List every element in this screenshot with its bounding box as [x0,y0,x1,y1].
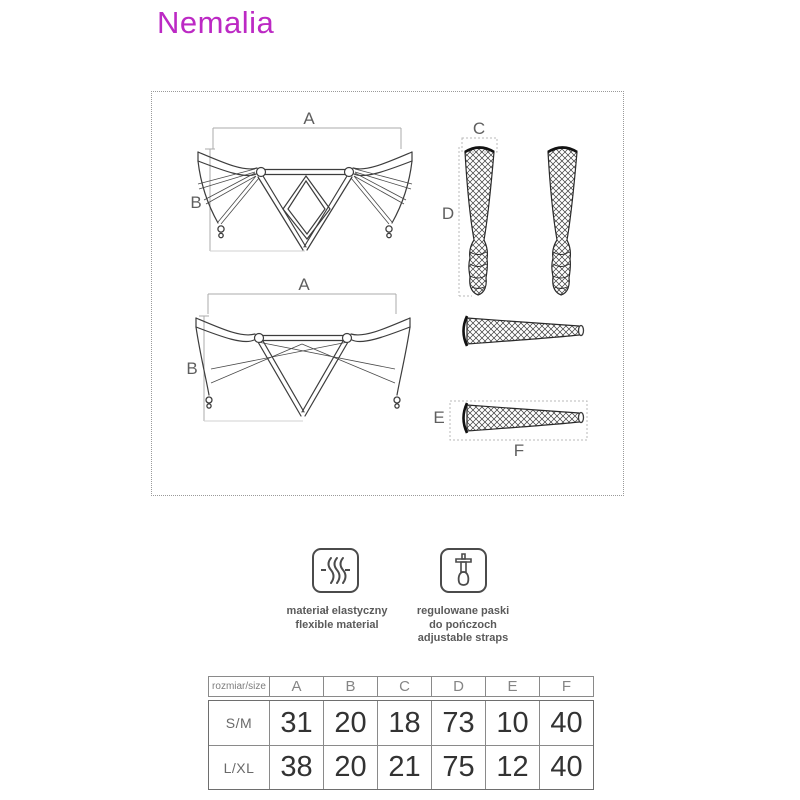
value-lxl-a: 38 [269,745,323,789]
adjustable-straps-caption [383,605,543,646]
header-cell-d: D [431,677,485,696]
value-sm-a: 31 [269,701,323,745]
size-diagram-art [152,92,623,495]
size-table-body [208,700,594,790]
caption-line: flexible material [295,618,379,631]
garter-front-diagram [198,128,412,251]
header-cell-e: E [485,677,539,696]
dim-label-c: C [472,119,486,138]
header-cell-b: B [323,677,377,696]
adjustable-straps-icon [440,548,487,593]
value-lxl-e: 12 [485,745,539,789]
dim-label-f: F [513,441,525,460]
caption-line: regulowane paski [416,605,510,617]
value-sm-f: 40 [539,701,593,745]
value-lxl-f: 40 [539,745,593,789]
caption-line: materiał elastyczny [286,605,388,617]
garter-back-diagram [196,294,410,421]
size-table-header [208,676,594,697]
value-sm-b: 20 [323,701,377,745]
size-diagram-panel [151,91,624,496]
value-sm-c: 18 [377,701,431,745]
header-cell-c: C [377,677,431,696]
row-label-lxl: L/XL [209,745,269,789]
dim-label-front-a: A [303,109,315,128]
stockings-diagram [459,138,577,296]
dim-label-e: E [433,408,445,427]
value-sm-d: 73 [431,701,485,745]
value-lxl-d: 75 [431,745,485,789]
header-cell-rozmiar: rozmiar/size [212,681,266,692]
header-cell-a: A [269,677,323,696]
row-label-sm: S/M [225,715,253,731]
page-title: Nemalia [157,5,275,40]
dim-label-back-b: B [186,359,198,378]
value-sm-e: 10 [485,701,539,745]
caption-line: do pończoch [429,618,497,631]
dim-label-back-a: A [298,275,310,294]
header-cell-f: F [539,677,593,696]
stocking-welt-diagram [450,316,587,440]
caption-line: adjustable straps [417,632,509,644]
elastic-material-icon [312,548,359,593]
dim-label-front-b: B [190,193,202,212]
dim-label-d: D [441,204,455,223]
value-lxl-b: 20 [323,745,377,789]
value-lxl-c: 21 [377,745,431,789]
